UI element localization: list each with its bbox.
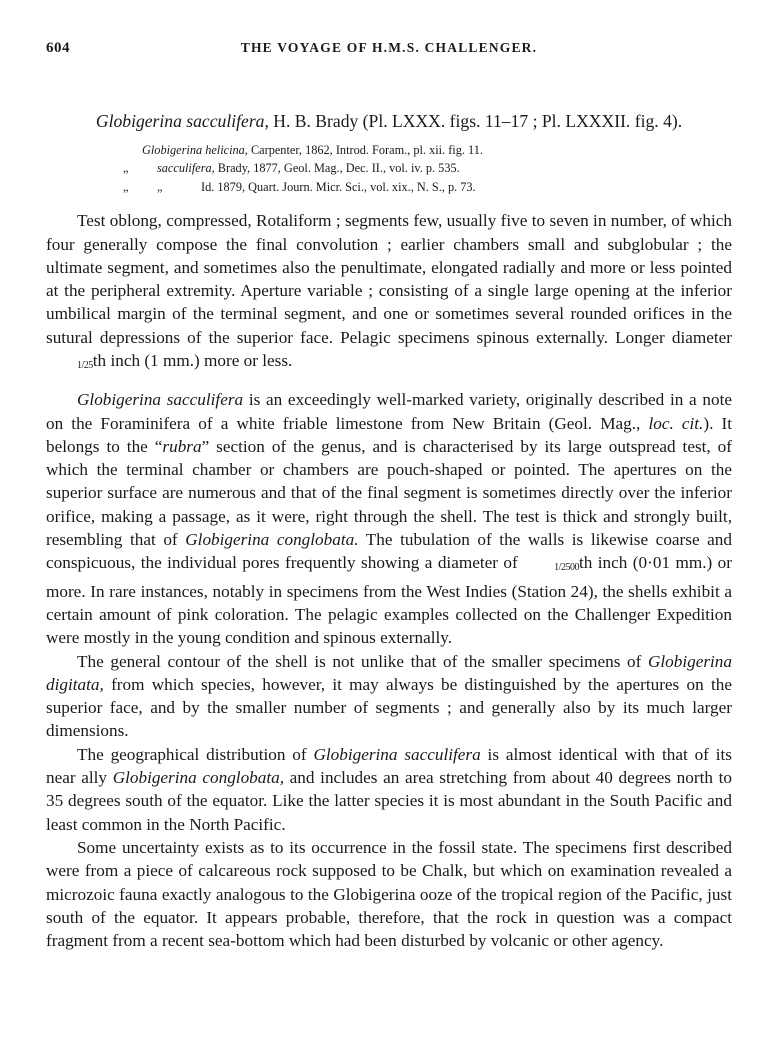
synonymy-list [123,141,732,196]
synonym-entry [123,178,732,196]
fossil-paragraph [46,836,732,952]
taxon-name: Globigerina conglobata. [185,530,359,550]
remarks-text: The tubulation of the walls is likewise coarse and conspicuous, the individual pores frequently showing a diameter of [46,530,732,573]
species-heading [46,111,732,132]
synonym-entry [123,159,732,177]
distribution-paragraph [46,743,732,836]
citation: loc. cit. [648,413,704,433]
description-paragraph [46,209,732,377]
fraction: 1/25 [77,360,93,371]
remarks-paragraph [46,388,732,649]
ditto-mark: „ [123,161,129,176]
species-authority: H. B. Brady (Pl. LXXX. figs. 11–17 ; Pl. LXXXII. fig. 4). [268,111,683,131]
distribution-text: is almost identical with that of its near ally [46,744,732,788]
remarks-text: ). It belongs to the “ [46,413,733,456]
species-name: Globigerina sacculifera, [95,111,269,131]
comparison-paragraph [46,650,732,743]
synonym-reference: Carpenter, 1862, Introd. Foram., pl. xii. fig. 11. [247,143,483,157]
running-title: THE VOYAGE OF H.M.S. CHALLENGER. [240,40,538,55]
distribution-text: The geographical distribution of [77,744,314,764]
synonym-reference: Id. 1879, Quart. Journ. Micr. Sci., vol. xix., N. S., p. 73. [201,179,476,194]
taxon-name: Globigerina digitata, [46,651,732,694]
fraction: 1/2500 [554,562,579,574]
remarks-text: is an exceedingly well-marked variety, originally described in a note on the Foraminifera of a white friable limestone from New Britain (Geol. Mag., [46,390,732,433]
distribution-text: and includes an area stretching from about 40 degrees north to 35 degrees south of the equator. Like the latter species it is most abundant in the South Pacific and least common in the North Pacific. [46,768,732,834]
page-number: 604 [46,40,70,56]
remarks-text: ” section of the genus, and is characterised by its large outspread test, of which the terminal chamber or chambers are pouch-shaped or pointed. The apertures on the superior surface are numerous and that of the final segment is sometimes directly over the inferior orifice, making a passage, as it were, right through the shell. The test is thick and strongly built, resembling that of [46,436,733,550]
page [46,40,732,952]
synonym-name: Globigerina helicina, [142,143,248,157]
section-name: rubra [162,436,202,456]
synonym-name: sacculifera, [157,161,215,176]
description-text: Test oblong, compressed, Rotaliform ; segments few, usually five to seven in number, of which four generally compose the final convolution ; earlier chambers small and subglobular ; the ultimate segment, and sometimes also the penultimate, elongated radially and more or less pointed at the peripheral extremity. Aperture variable ; consisting of a single large opening at the inferior umbilical margin of the terminal segment, and one or sometimes several rounded orifices in the sutural depressions of the superior face. Pelagic specimens spinous externally. Longer diameter [46,211,732,347]
ditto-mark: „ [157,179,163,194]
comparison-text: from which species, however, it may always be distinguished by the apertures on the superior face, and by the smaller number of segments ; and generally also by its much larger dimensions. [46,674,732,741]
taxon-name: Globigerina sacculifera [77,390,244,410]
synonym-entry [142,141,732,159]
running-header [46,40,732,66]
description-text: th inch (1 mm.) more or less. [92,351,293,370]
synonym-reference: Brady, 1877, Geol. Mag., Dec. II., vol. iv. p. 535. [214,161,460,176]
fossil-text: Some uncertainty exists as to its occurrence in the fossil state. The specimens first described were from a piece of calcareous rock supposed to be Chalk, but which on examination revealed a microzoic fauna exactly analogous to the Globigerina ooze of the tropical region of the Pacific, just south of the equator. It appears probable, therefore, that the rock in question was a compact fragment from a recent sea-bottom which had been disturbed by volcanic or other agency. [46,837,732,951]
comparison-text: The general contour of the shell is not unlike that of the smaller specimens of [77,651,648,671]
ditto-mark: „ [123,179,129,194]
taxon-name: Globigerina conglobata, [112,768,285,788]
remarks-text: th inch (0·01 mm.) or more. In rare instances, notably in specimens from the West Indies (Station 24), the shells exhibit a certain amount of pink coloration. The pelagic examples collected on the Challenger Expedition were mostly in the young condition and spinous externally. [46,553,733,648]
taxon-name: Globigerina sacculifera [313,744,481,764]
